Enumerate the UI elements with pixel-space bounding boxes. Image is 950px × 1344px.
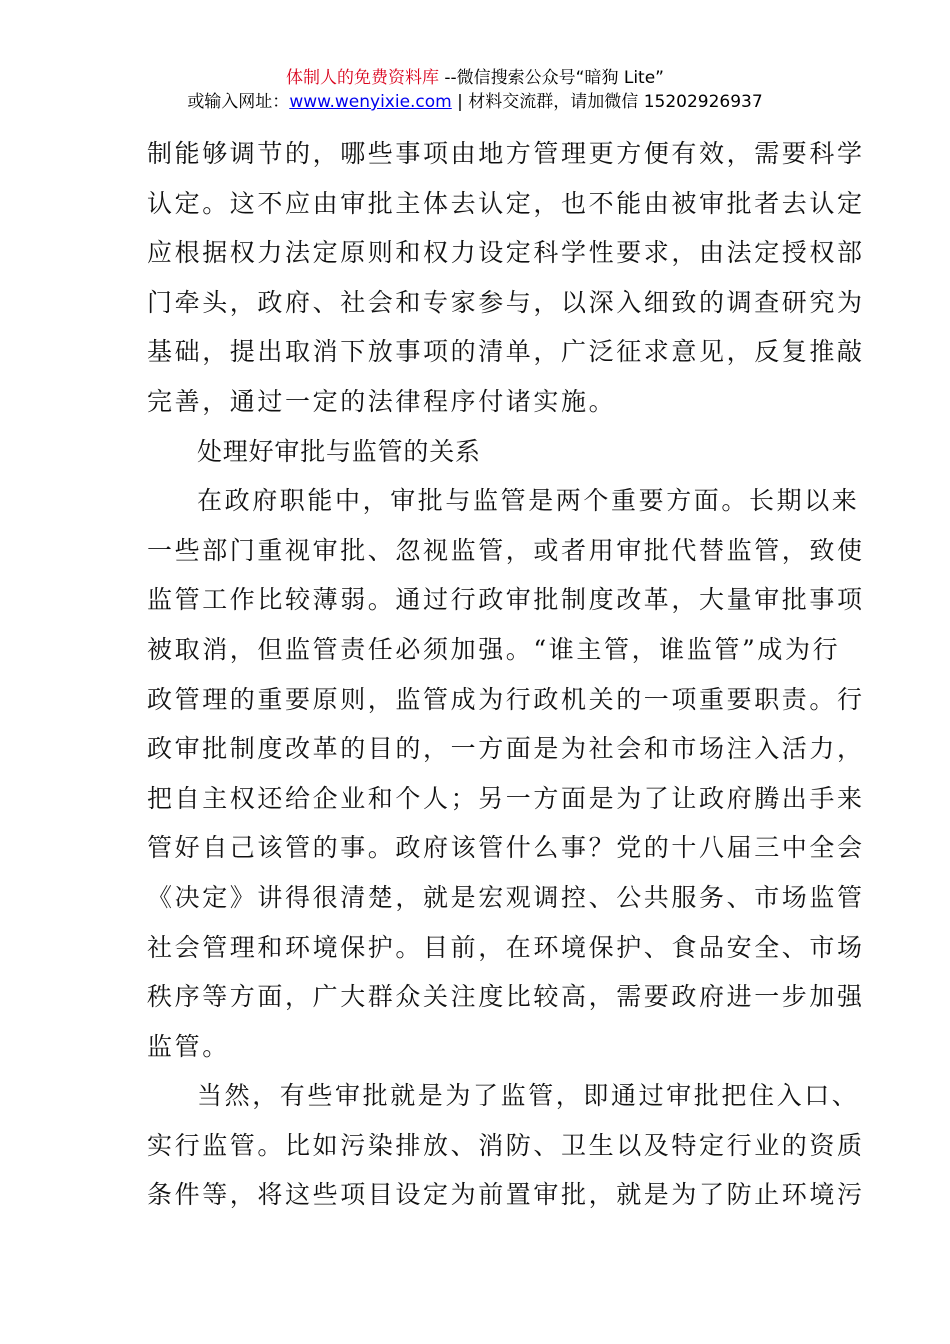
body-line: 被取消，但监管责任必须加强。“谁主管，谁监管”成为行 xyxy=(147,634,841,664)
body-line: 当然，有些审批就是为了监管，即通过审批把住入口、 xyxy=(197,1081,860,1111)
body-line: 条件等，将这些项目设定为前置审批，就是为了防止环境污 xyxy=(147,1180,865,1210)
website-link[interactable]: www.wenyixie.com xyxy=(289,92,452,112)
body-line: 基础，提出取消下放事项的清单，广泛征求意见，反复推敲 xyxy=(147,337,865,367)
brand-title: 体制人的免费资料库 xyxy=(285,68,439,88)
body-line: 秩序等方面，广大群众关注度比较高，需要政府进一步加强 xyxy=(147,982,865,1012)
url-prefix: 或输入网址： xyxy=(187,92,290,112)
section-heading: 处理好审批与监管的关系 xyxy=(197,436,481,466)
body-line: 监管。 xyxy=(147,1031,230,1061)
page-header xyxy=(0,66,950,114)
body-line: 《决定》讲得很清楚，就是宏观调控、公共服务、市场监管 xyxy=(147,882,865,912)
body-line: 管好自己该管的事。政府该管什么事？党的十八届三中全会 xyxy=(147,833,865,863)
contact-info: | 材料交流群，请加微信 15202926937 xyxy=(451,92,763,112)
body-line: 把自主权还给企业和个人；另一方面是为了让政府腾出手来 xyxy=(147,783,865,813)
body-line: 政审批制度改革的目的，一方面是为社会和市场注入活力， xyxy=(147,734,865,764)
body-line: 在政府职能中，审批与监管是两个重要方面。长期以来 xyxy=(197,486,860,516)
body-line: 一些部门重视审批、忽视监管，或者用审批代替监管，致使 xyxy=(147,535,865,565)
body-line: 应根据权力法定原则和权力设定科学性要求，由法定授权部 xyxy=(147,238,865,268)
body-line: 制能够调节的，哪些事项由地方管理更方便有效，需要科学 xyxy=(147,139,865,168)
body-line: 完善，通过一定的法律程序付诸实施。 xyxy=(147,386,617,416)
header-line-1 xyxy=(0,66,950,90)
body-line: 社会管理和环境保护。目前，在环境保护、食品安全、市场 xyxy=(147,932,865,962)
body-line: 认定。这不应由审批主体去认定，也不能由被审批者去认定 xyxy=(147,188,865,218)
body-line: 实行监管。比如污染排放、消防、卫生以及特定行业的资质 xyxy=(147,1130,865,1160)
body-line: 门牵头，政府、社会和专家参与，以深入细致的调查研究为 xyxy=(147,287,865,317)
document-body xyxy=(147,129,865,1220)
header-slogan: --微信搜索公众号“暗狗 Lite” xyxy=(438,68,664,88)
body-line: 政管理的重要原则，监管成为行政机关的一项重要职责。行 xyxy=(147,684,865,714)
body-line: 监管工作比较薄弱。通过行政审批制度改革，大量审批事项 xyxy=(147,585,865,615)
header-line-2 xyxy=(0,90,950,114)
